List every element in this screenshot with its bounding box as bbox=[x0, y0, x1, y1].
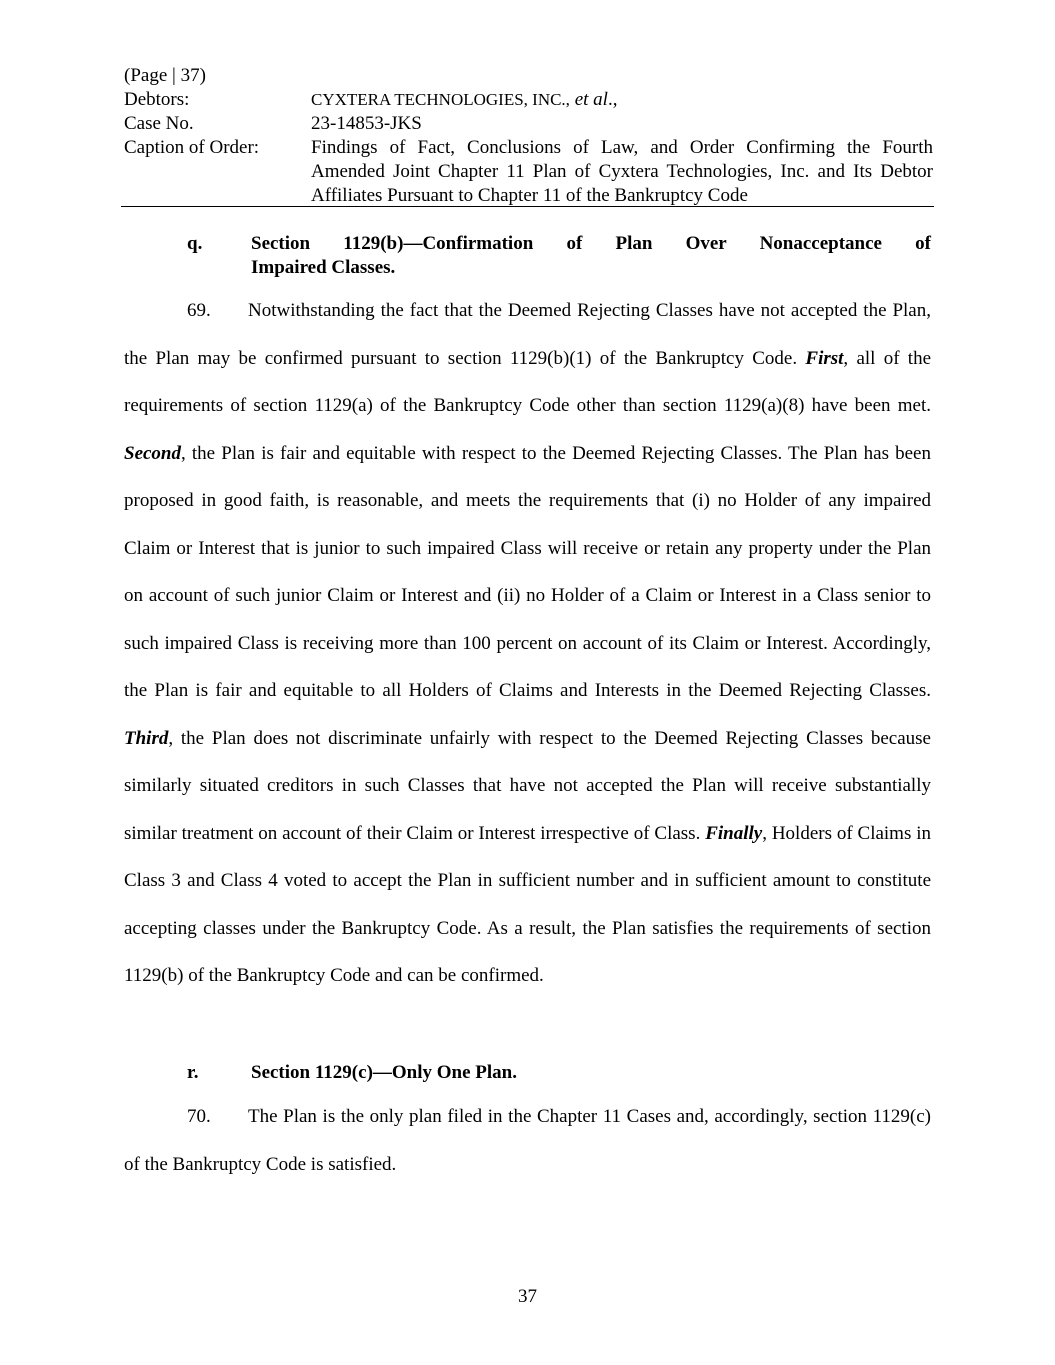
paragraph-text: , Holders of Claims in Class 3 and Class 4 voted to accept the Plan in sufficient number and in sufficient amount to constitute accepting classes under the Bankruptcy Code. As a result, the Plan satisfies the requirements of section 1129(b) of the Bankruptcy Code and can be confirmed. bbox=[124, 822, 931, 986]
paragraph-number: 70. bbox=[187, 1106, 211, 1127]
section-heading-q bbox=[124, 232, 931, 280]
emphasis-finally: Finally bbox=[705, 822, 763, 844]
debtors-label: Debtors: bbox=[124, 89, 190, 110]
page-reference: (Page | 37) bbox=[124, 65, 206, 86]
section-title bbox=[251, 232, 931, 280]
paragraph-text: The Plan is the only plan filed in the Chapter 11 Cases and, accordingly, section 1129(c) of the Bankruptcy Code is satisfied. bbox=[124, 1106, 931, 1175]
emphasis-second: Second bbox=[124, 442, 181, 464]
paragraph-text: , all of the requirements of section 1129(a) of the Bankruptcy Code other than section 1129(a)(8) have been met. bbox=[124, 347, 932, 416]
case-number-value: 23-14853-JKS bbox=[311, 113, 422, 134]
debtors-suffix: ., bbox=[607, 89, 618, 110]
paragraph-text: Notwithstanding the fact that the Deemed Rejecting Classes have not accepted the Plan, the Plan may be confirmed pursuant to section 1129(b)(1) of the Bankruptcy Code. bbox=[124, 300, 931, 369]
caption-header bbox=[124, 64, 933, 208]
section-title-line1: Section 1129(b)—Confirmation of Plan Over Nonacceptance of bbox=[251, 233, 931, 254]
paragraph-text: , the Plan does not discriminate unfairly with respect to the Deemed Rejecting Classes because similarly situated creditors in such Classes that have not accepted the Plan will receive substantially similar treatment on account of their Claim or Interest irrespective of Class. bbox=[124, 727, 931, 844]
paragraph-text: , the Plan is fair and equitable with respect to the Deemed Rejecting Classes. The Plan has been proposed in good faith, is reasonable, and meets the requirements that (i) no Holder of any impaired Claim or Interest that is junior to such impaired Class will receive or retain any property under the Plan on account of such junior Claim or Interest and (ii) no Holder of a Claim or Interest in a Class senior to such impaired Class is receiving more than 100 percent on account of its Claim or Interest. Accordingly, the Plan is fair and equitable to all Holders of Claims and Interests in the Deemed Rejecting Classes. bbox=[124, 442, 931, 701]
emphasis-first: First bbox=[805, 347, 844, 369]
debtors-value bbox=[311, 88, 933, 112]
section-letter: r. bbox=[187, 1062, 199, 1083]
header-divider bbox=[121, 206, 934, 207]
section-heading-r bbox=[124, 1061, 931, 1085]
section-letter: q. bbox=[187, 233, 203, 254]
paragraph-number: 69. bbox=[187, 300, 211, 321]
caption-value: Findings of Fact, Conclusions of Law, and Order Confirming the Fourth Amended Joint Chapter 11 Plan of Cyxtera Technologies, Inc. and Its Debtor Affiliates Pursuant to Chapter 11 of the Bankruptcy Code bbox=[311, 137, 933, 206]
section-title-line2: Impaired Classes. bbox=[251, 257, 396, 278]
case-number-label: Case No. bbox=[124, 113, 194, 134]
emphasis-third: Third bbox=[124, 727, 169, 749]
caption-label: Caption of Order: bbox=[124, 137, 260, 158]
paragraph-70 bbox=[124, 1093, 931, 1188]
section-title: Section 1129(c)—Only One Plan. bbox=[251, 1062, 517, 1083]
debtors-name: CYXTERA TECHNOLOGIES, INC., bbox=[311, 90, 570, 109]
paragraph-69 bbox=[124, 287, 931, 1000]
page-number: 37 bbox=[518, 1286, 537, 1307]
debtors-etal: et al bbox=[574, 89, 608, 110]
